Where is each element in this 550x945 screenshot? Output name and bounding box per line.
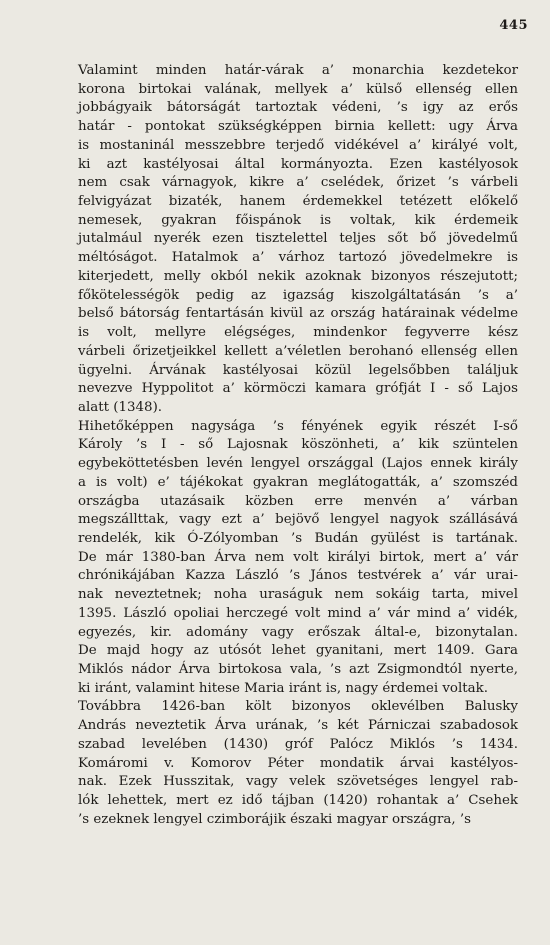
text-line: főkötelességök pedig az igazság kiszolgáltatásán ’s a’ [78, 287, 518, 303]
text-line: nak neveztetnek; noha uraságuk nem sokáig tarta, mivel [78, 587, 518, 603]
text-line: nemesek, gyakran főispánok is voltak, kik érdemeik [78, 212, 518, 228]
text-line: határ - pontokat szükségképpen birnia kellett: ugy Árva [78, 119, 518, 135]
text-line: De már 1380-ban Árva nem volt királyi birtok, mert a’ vár [78, 549, 518, 565]
text-line: felvigyázat bizaték, hanem érdemekkel tetézett előkelő [78, 194, 518, 210]
text-line: De majd hogy az utósót lehet gyanitani, mert 1409. Gara [78, 643, 518, 659]
text-line: ’s ezeknek lengyel czimborájik északi magyar országra, ’s [78, 811, 472, 827]
text-line: korona birtokai valának, mellyek a’ külső ellenség ellen [78, 81, 518, 97]
text-line: országba utazásaik közben erre menvén a’ várban [78, 493, 518, 509]
text-line: nem csak várnagyok, kikre a’ cselédek, őrizet ’s várbeli [78, 175, 518, 191]
text-line: egyezés, kir. adomány vagy erőszak által-e, bizonytalan. [78, 624, 518, 640]
text-line: Hihetőképpen nagysága ’s fényének egyik részét I-ső [78, 418, 518, 434]
text-line: Miklós nádor Árva birtokosa vala, ’s azt Zsigmondtól nyerte, [78, 662, 518, 677]
text-line: megszállttak, vagy ezt a’ bejövő lengyel nagyok szállásává [78, 512, 518, 528]
text-line: méltóságot. Hatalmok a’ várhoz tartozó jövedelmekre is [78, 250, 518, 266]
text-line: Továbbra 1426-ban költ bizonyos oklevélben Balusky [78, 699, 518, 715]
page-number: 445 [499, 18, 528, 33]
paragraph [78, 62, 518, 418]
text-line: szabad levelében (1430) gróf Palócz Miklós ’s 1434. [78, 736, 518, 752]
text-line: egybeköttetésben levén lengyel országgal (Lajos ennek király [78, 456, 518, 472]
text-line: Valamint minden határ-várak a’ monarchia kezdetekor [78, 63, 518, 78]
text-line: kiterjedett, melly okból nekik azoknak bizonyos részejutott; [78, 268, 518, 284]
text-line: Komáromi v. Komorov Péter mondatik árvai kastélyos- [78, 755, 518, 771]
text-line: chrónikájában Kazza László ’s János testvérek a’ vár urai- [78, 568, 518, 584]
text-line: ki azt kastélyosai által kormányozta. Ezen kastélyosok [78, 156, 518, 172]
text-line: jobbágyaik bátorságát tartoztak védeni, ’s igy az erős [78, 100, 518, 116]
text-line: is volt, mellyre elégséges, mindenkor fegyverre kész [78, 325, 518, 341]
body-text [78, 62, 518, 829]
text-line: rendelék, kik Ó-Zólyomban ’s Budán gyülést is tartának. [78, 530, 518, 546]
text-line: ügyelni. Árvának kastélyosai közül legelsőbben találjuk [78, 362, 518, 378]
text-line: belső bátorság fentartásán kivül az ország határainak védelme [78, 306, 518, 322]
text-line: is mostaninál messzebbre terjedő vidékével a’ királyé volt, [78, 137, 518, 153]
paragraph [78, 698, 518, 829]
text-line: nak. Ezek Husszitak, vagy velek szövetséges lengyel rab- [78, 774, 518, 790]
text-line: Károly ’s I - ső Lajosnak köszönheti, a’ kik szüntelen [78, 437, 518, 453]
text-line: jutalmául nyerék ezen tisztelettel teljes sőt bő jövedelmű [78, 231, 518, 247]
text-line: nevezve Hyppolitot a’ körmöczi kamara grófját I - ső Lajos [78, 381, 518, 397]
text-line: András neveztetik Árva urának, ’s két Párniczai szabadosok [78, 718, 518, 734]
text-line: várbeli őrizetjeikkel kellett a’véletlen berohanó ellenség ellen [78, 343, 518, 359]
text-line: a is volt) e’ tájékokat gyakran meglátogatták, a’ szomszéd [78, 474, 518, 490]
text-line: alatt (1348). [78, 399, 163, 415]
text-line: ki iránt, valamint hitese Maria iránt is, nagy érdemei voltak. [78, 680, 489, 696]
text-line: 1395. László opoliai herczegé volt mind a’ vár mind a’ vidék, [78, 605, 518, 621]
paragraph [78, 418, 518, 699]
text-line: lók lehettek, mert ez idő tájban (1420) rohantak a’ Csehek [78, 793, 518, 809]
